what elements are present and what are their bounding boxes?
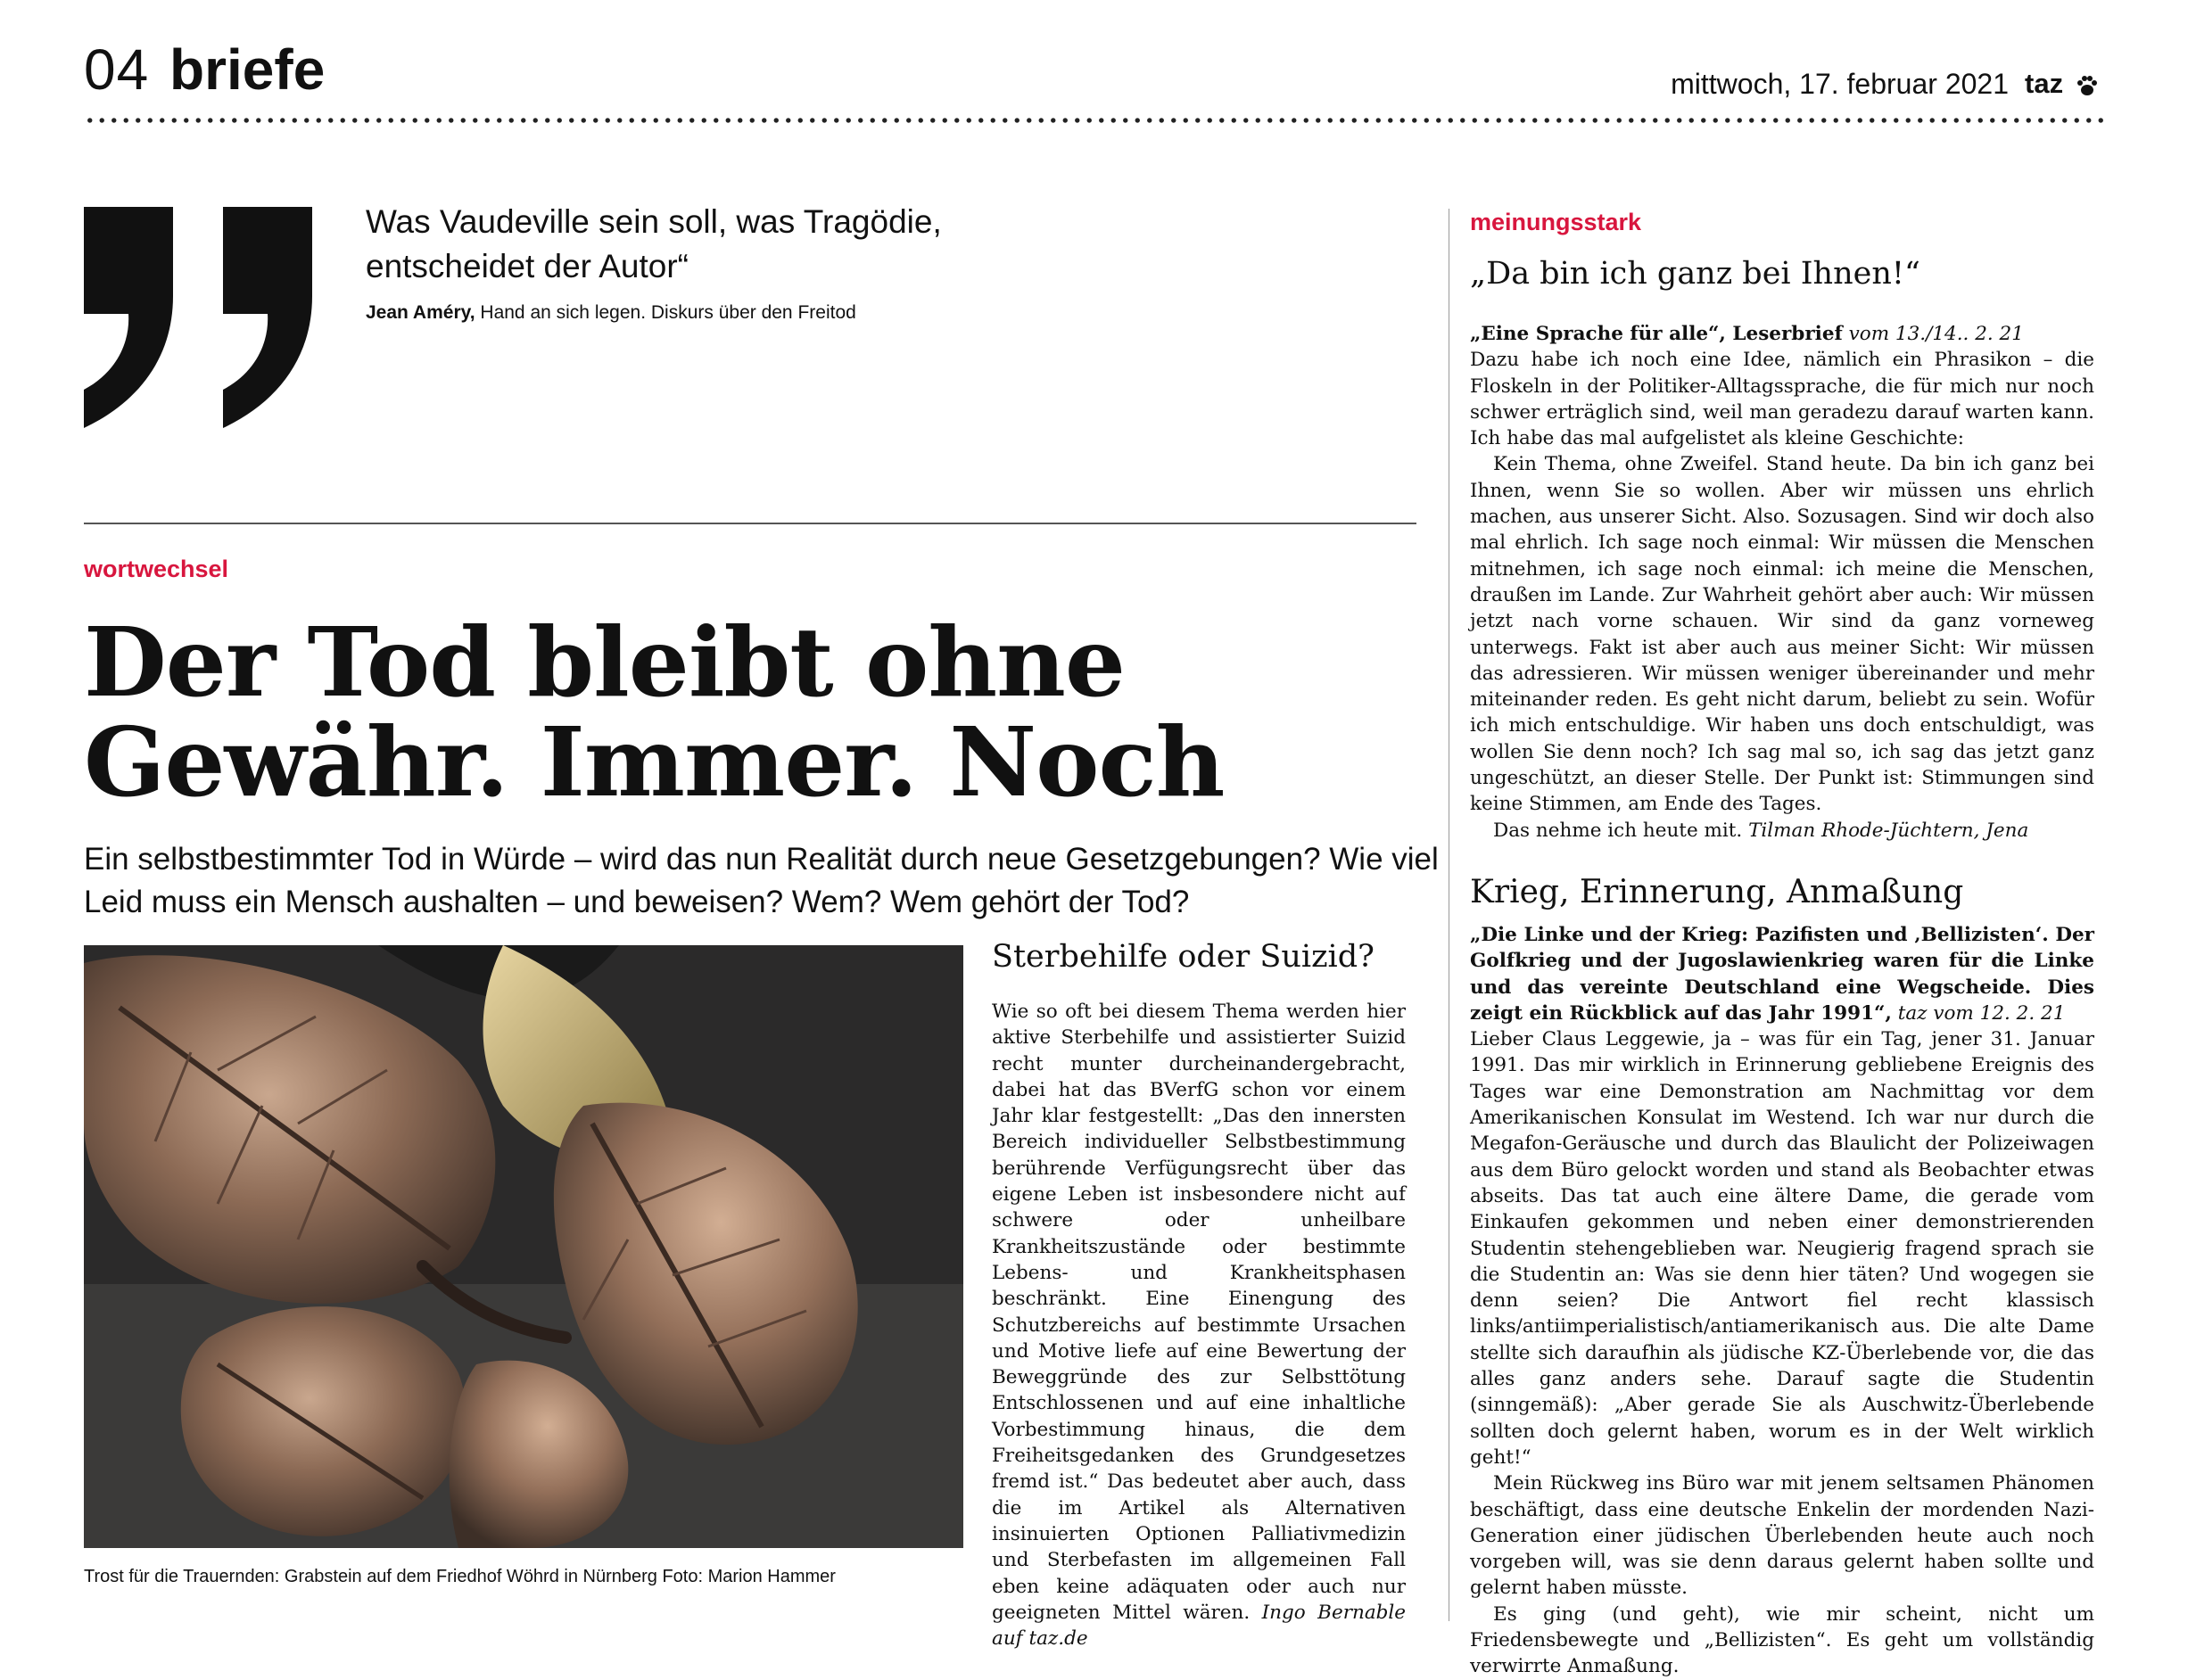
taz-paw-icon	[2075, 73, 2100, 98]
letter-1-closing	[1470, 818, 2094, 844]
quote-text: Was Vaudeville sein soll, was Tragödie, entscheidet der Autor“	[366, 203, 942, 284]
letter-text: Wie so oft bei diesem Thema werden hier aktive Sterbehilfe und assistierter Suizid recht munter durcheinandergebracht, dabei hat das BVerfG schon vor einem Jahr klar festgestellt: „Das den innersten Bereich individueller Selbstbestimmung berührende Verfügungsrecht über das eigene Leben ist insbesondere nicht auf schwere oder unheilbare Krankheitszustände oder bestimmte Lebens- und Krankheitsphasen beschränkt. Eine Einengung des Schutzbereichs auf bestimmte Ursachen und Motive liefe auf eine Bewertung der Beweggründe des zur Selbsttötung Entschlossenen und auf eine inhaltliche Vorbestimmung hinaus, die dem Freiheitsgedanken des Grundgesetzes fremd ist.“ Das bedeutet aber auch, dass die im Artikel als Alternativen insinuierten Optionen Palliativmedizin und Sterbefasten im allgemeinen Fall eben keine adäquaten oder auch nur geeigneten Mittel wären.	[992, 1001, 1406, 1624]
headline-line-1: Der Tod bleibt ohne	[84, 607, 1125, 719]
article-kicker: wortwechsel	[84, 556, 229, 582]
letter-2-paragraph: Lieber Claus Leggewie, ja – was für ein Tag, jener 31. Januar 1991. Das mir wirklich in Erinnerung gebliebene Ereignis des Tages war eine Demonstration am Nachmittag vor dem Amerikanischen Konsulat im Westend. Ich war nur durch die Megafon-Geräusche und durch das Blaulicht der Polizeiwagen aus dem Büro gelockt worden und stand als Beobachter etwas abseits. Das tat auch eine ältere Dame, die gerade vom Einkaufen gekommen und neben einer demonstrierenden Studentin stehengeblieben war. Neugierig fragend sprach sie die Studentin an: Was sie denn hier täten? Und wogegen sie denn seien? Die Antwort fiel recht klassisch links/antiimperialistisch/antiamerikanisch aus. Die alte Dame stellte sich daraufhin als jüdische KZ-Überlebende vor, die das alles ganz anders sehe. Darauf sagte die Studentin (sinngemäß): „Aber gerade Sie als Auschwitz-Überlebende sollten doch gelernt haben, worum es in der Welt wirklich geht!“	[1470, 1028, 2094, 1469]
page-number: 04	[84, 37, 150, 102]
article-headline	[84, 607, 1333, 819]
quote-author: Jean Améry,	[366, 302, 475, 323]
letter-1-paragraph: Dazu habe ich noch eine Idee, nämlich ein Phrasikon – die Floskeln in der Politiker-Alltagssprache, die für mich nur noch schwer erträglich sind, weil man geradezu darauf warten kann. Ich habe das mal aufgelistet als kleine Geschichte:	[1470, 349, 2094, 450]
sidebar-letter-1-title: „Da bin ich ganz bei Ihnen!“	[1470, 256, 1920, 292]
letter-2-ref-bold: „Die Linke und der Krieg: Pazifisten und ‚Bellizisten‘. Der Golfkrieg und der Jugoslawienkrieg waren für die Linke und das vereinte Deutschland eine Wegscheide. Dies zeigt ein Rückblick auf das Jahr 1991“,	[1470, 924, 2094, 1025]
header-dotted-rule	[84, 118, 2110, 123]
letter-1-ref-bold: „Eine Sprache für alle“, Leserbrief	[1470, 323, 1843, 345]
letter-2-paragraph: Mein Rückweg ins Büro war mit jenem seltsamen Phänomen beschäftigt, dass eine deutsche Enkelin der mordenden Nazi-Generation einer jüdischen Überlebenden heute auch noch vorgeben will, was sie denn daraus gelernt haben sollte und gelernt haben müsste.	[1470, 1472, 2094, 1600]
section-divider	[84, 523, 1416, 524]
letter-1-paragraph: Kein Thema, ohne Zweifel. Stand heute. Da bin ich ganz bei Ihnen, wenn Sie so wollen. Aber wir müssen uns ehrlich machen, aus unserer Sicht. Also. Sozusagen. Sind wir doch also mal ehrlich. Ich sage noch einmal: Wir müssen die Menschen mitnehmen, ich sage noch einmal: ich meine die Menschen, draußen im Lande. Zur Wahrheit gehört aber auch: Wir müssen jetzt nach vorne schauen. Wir sind da ganz vorneweg unterwegs. Fakt ist aber auch aus meiner Sicht: Wir müssen das adressieren. Wir müssen weniger übereinander und mehr miteinander reden. Es geht nicht darum, beliebt zu sein. Wofür ich mich entschuldige. Wir haben uns doch entschuldigt, was wollen Sie denn noch? Ich sag mal so, ich sag das jetzt ganz ungeschützt, an dieser Stelle. Der Punkt ist: Stimmungen sind keine Stimmen, am Ende des Tages.	[1470, 453, 2094, 816]
letter-1-closing-text: Das nehme ich heute mit.	[1493, 819, 1749, 842]
letter-title: Sterbehilfe oder Suizid?	[992, 939, 1375, 975]
letter-2-paragraph: Es ging (und geht), wie mir scheint, nicht um Friedensbewegte und „Bellizisten“. Es geht um vollständig verwirrte Anmaßung.	[1470, 1602, 2094, 1678]
section-title: briefe	[169, 37, 326, 102]
quote-book: Hand an sich legen. Diskurs über den Freitod	[475, 302, 856, 323]
taz-logo: taz	[2025, 68, 2064, 99]
sidebar-letter-2-title: Krieg, Erinnerung, Anmaßung	[1470, 874, 1964, 910]
article-teaser: Ein selbstbestimmter Tod in Würde – wird das nun Realität durch neue Gesetzgebungen? Wie viel Leid muss ein Mensch aushalten – und beweisen? Wem? Wem gehört der Tod?	[84, 842, 1439, 919]
letter-1-reference	[1470, 321, 2094, 347]
sidebar-letter-1-body	[1470, 321, 2094, 844]
photo-caption: Trost für die Trauernden: Grabstein auf dem Friedhof Wöhrd in Nürnberg Foto: Marion Hammer	[84, 1567, 836, 1586]
gravestone-photo	[84, 945, 963, 1548]
quotation-marks-icon	[84, 207, 319, 428]
letter-2-reference	[1470, 922, 2094, 1026]
headline-line-2: Gewähr. Immer. Noch	[84, 707, 1225, 819]
letter-body	[992, 999, 1406, 1651]
sidebar-letter-2-body	[1470, 922, 2094, 1680]
issue-date: mittwoch, 17. februar 2021	[1671, 68, 2009, 100]
letter-author: Ingo Bernable auf taz.de	[992, 1601, 1406, 1651]
letter-1-ref-date: vom 13./14.. 2. 21	[1842, 323, 2024, 345]
letter-1-author: Tilman Rhode-Jüchtern, Jena	[1748, 819, 2029, 842]
quote-source	[366, 300, 1168, 326]
letter-2-ref-date: taz vom 12. 2. 21	[1891, 1001, 2066, 1025]
sidebar-kicker: meinungsstark	[1470, 209, 1642, 235]
